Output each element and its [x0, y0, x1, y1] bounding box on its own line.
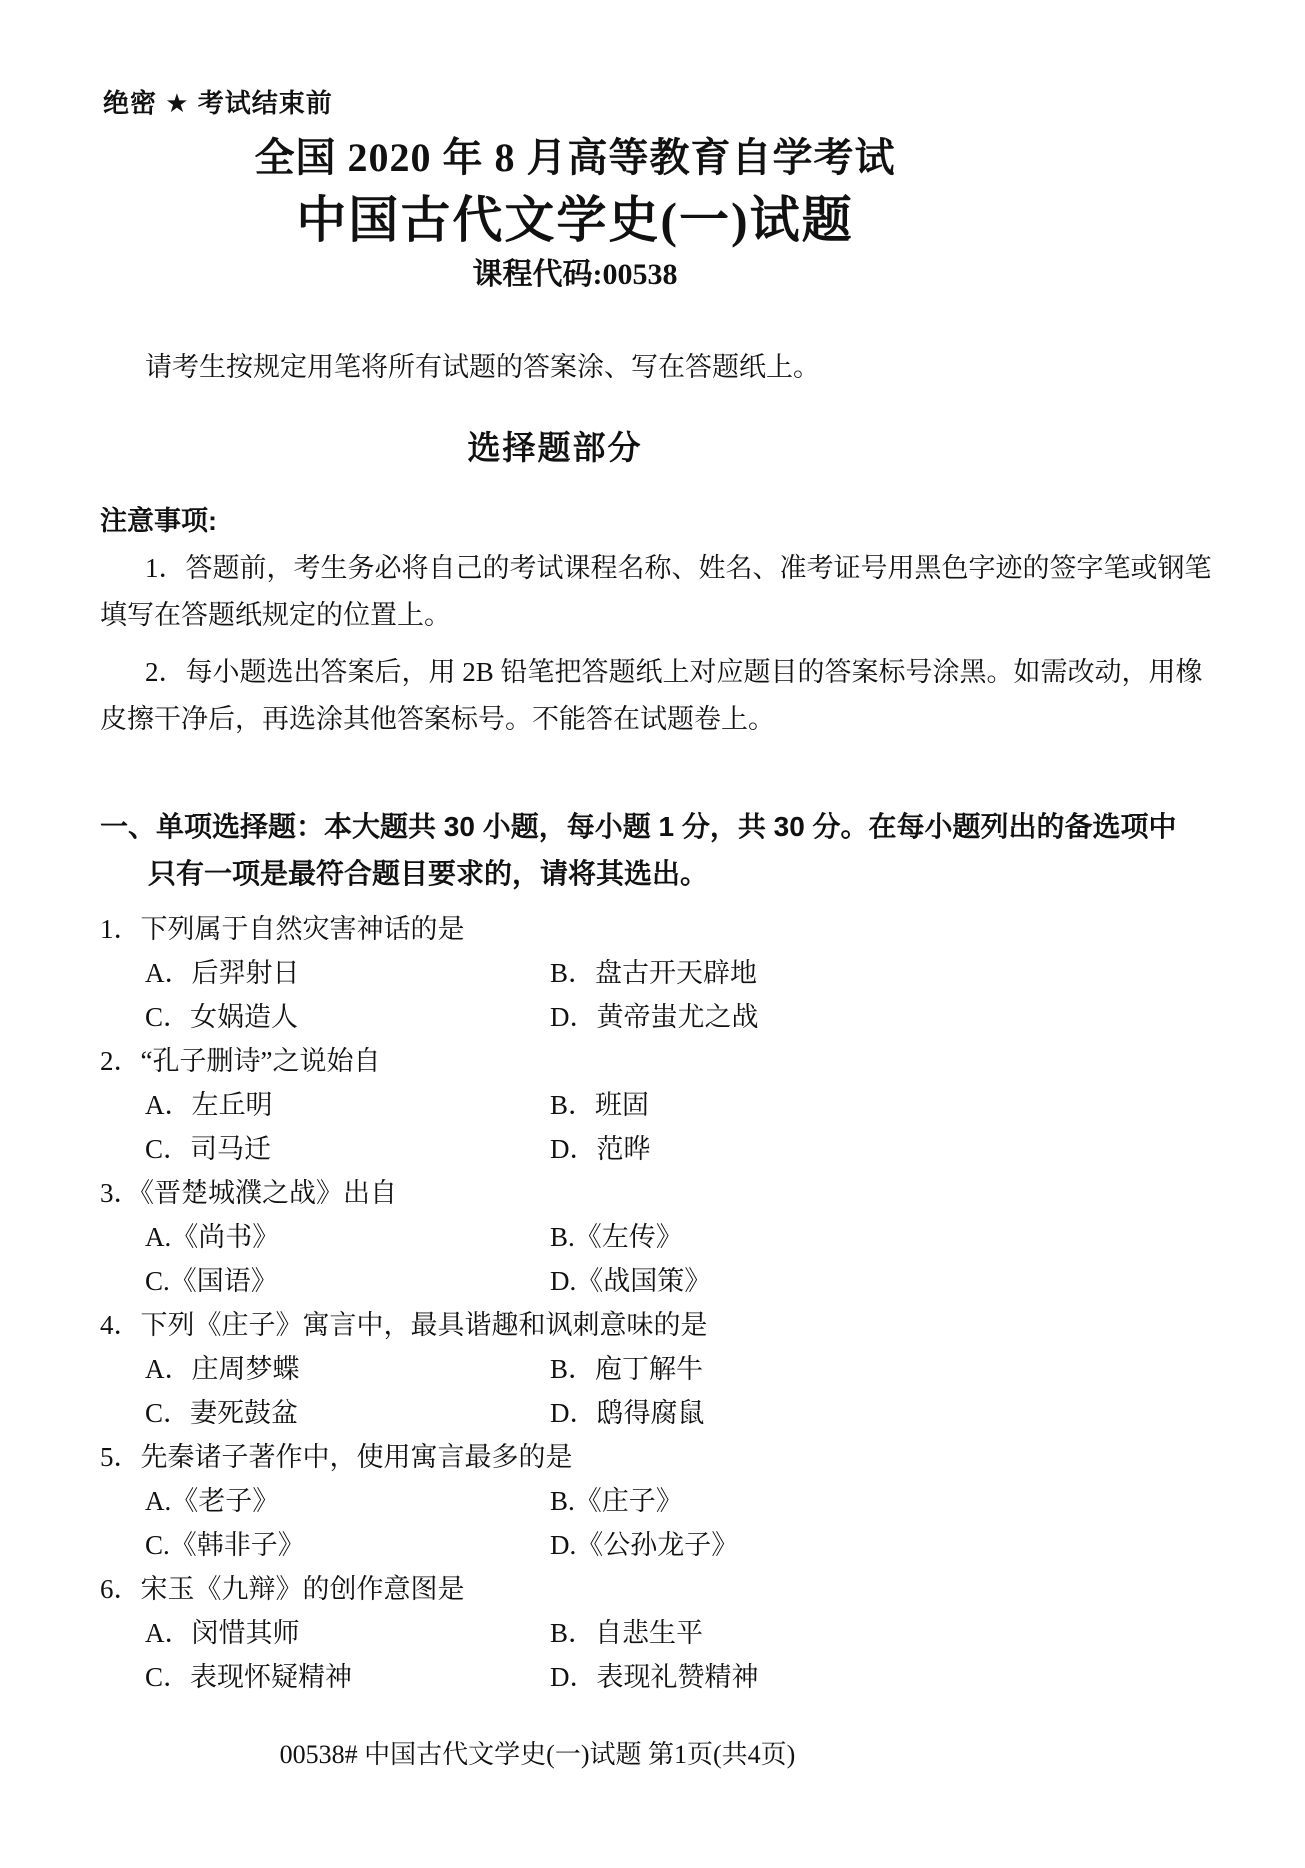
option-d: D．黄帝蚩尤之战 — [550, 1002, 759, 1032]
question-number: 1． — [100, 914, 141, 944]
question-number: 2． — [100, 1046, 141, 1076]
page-footer: 00538# 中国古代文学史(一)试题 第1页(共4页) — [279, 1740, 796, 1769]
option-c: C．女娲造人 — [145, 1002, 299, 1032]
question-stem: 《晋楚城濮之战》出自 — [140, 1178, 397, 1208]
part-heading: 选择题部分 — [467, 429, 643, 466]
question-4-options-ab — [100, 1347, 1305, 1391]
option-c: C．妻死鼓盆 — [145, 1398, 299, 1428]
option-c: C．司马迁 — [145, 1134, 272, 1164]
question-3-stem-row — [100, 1171, 1305, 1215]
option-b: B.《庄子》 — [550, 1486, 683, 1516]
question-2-options-ab — [100, 1083, 1305, 1127]
option-a: A．庄周梦蝶 — [145, 1354, 300, 1384]
question-2-stem-row — [100, 1039, 1305, 1083]
question-number: 4． — [100, 1310, 141, 1340]
question-4-options-cd — [100, 1391, 1305, 1435]
question-number: 6． — [100, 1574, 141, 1604]
option-b: B．庖丁解牛 — [550, 1354, 704, 1384]
notice-1-line-2: 填写在答题纸规定的位置上。 — [100, 600, 451, 630]
question-stem: “孔子删诗”之说始自 — [140, 1046, 381, 1076]
section-heading-line-1: 一、单项选择题：本大题共 30 小题，每小题 1 分，共 30 分。在每小题列出的备选项中 — [100, 811, 1177, 842]
section-heading — [100, 803, 1245, 897]
question-4-stem-row — [100, 1303, 1305, 1347]
option-b: B．盘古开天辟地 — [550, 958, 758, 988]
question-1-options-cd — [100, 995, 1305, 1039]
question-5-stem-row — [100, 1435, 1305, 1479]
question-5-options-cd — [100, 1523, 1305, 1567]
question-stem: 下列属于自然灾害神话的是 — [140, 914, 465, 944]
question-1-stem-row — [100, 907, 1305, 951]
question-5 — [100, 1435, 1305, 1567]
option-d: D.《战国策》 — [550, 1266, 712, 1296]
paper-title: 中国古代文学史(一)试题 — [296, 192, 854, 248]
question-number: 3． — [100, 1178, 141, 1208]
notice-1-line-1: 1．答题前，考生务必将自己的考试课程名称、姓名、准考证号用黑色字迹的签字笔或钢笔 — [145, 553, 1212, 583]
instruction-note: 请考生按规定用笔将所有试题的答案涂、写在答题纸上。 — [145, 352, 820, 382]
option-b: B．自悲生平 — [550, 1618, 704, 1648]
question-1-options-ab — [100, 951, 1305, 995]
section-heading-line-2: 只有一项是最符合题目要求的，请将其选出。 — [148, 858, 709, 889]
option-a: A．闵惜其师 — [145, 1618, 300, 1648]
question-2 — [100, 1039, 1305, 1171]
question-6-options-cd — [100, 1655, 1305, 1699]
option-c: C.《韩非子》 — [145, 1530, 305, 1560]
title-block — [0, 130, 1150, 296]
option-a: A.《老子》 — [145, 1486, 280, 1516]
notice-2-line-2: 皮擦干净后，再选涂其他答案标号。不能答在试题卷上。 — [100, 704, 775, 734]
question-3-options-ab — [100, 1215, 1305, 1259]
question-1 — [100, 907, 1305, 1039]
question-stem: 宋玉《九辩》的创作意图是 — [140, 1574, 465, 1604]
option-d: D.《公孙龙子》 — [550, 1530, 739, 1560]
question-2-options-cd — [100, 1127, 1305, 1171]
notice-heading: 注意事项: — [100, 506, 217, 536]
option-a: A．左丘明 — [145, 1090, 273, 1120]
question-6-stem-row — [100, 1567, 1305, 1611]
option-b: B.《左传》 — [550, 1222, 683, 1252]
option-a: A.《尚书》 — [145, 1222, 280, 1252]
course-code: 课程代码:00538 — [472, 258, 678, 291]
question-4 — [100, 1303, 1305, 1435]
question-number: 5． — [100, 1442, 141, 1472]
part-title-wrap — [0, 425, 1110, 470]
question-3 — [100, 1171, 1305, 1303]
option-d: D．鸱得腐鼠 — [550, 1398, 705, 1428]
exam-title: 全国 2020 年 8 月高等教育自学考试 — [254, 135, 896, 180]
question-list — [100, 907, 1305, 1699]
classification-label: 绝密 ★ 考试结束前 — [103, 88, 333, 118]
footer-wrap — [0, 1737, 1075, 1773]
question-3-options-cd — [100, 1259, 1305, 1303]
question-stem: 先秦诸子著作中，使用寓言最多的是 — [140, 1442, 573, 1472]
notice-2-line-1: 2．每小题选出答案后，用 2B 铅笔把答题纸上对应题目的答案标号涂黑。如需改动，用橡 — [145, 657, 1203, 687]
notice-item-1 — [100, 545, 1235, 639]
question-5-options-ab — [100, 1479, 1305, 1523]
option-c: C．表现怀疑精神 — [145, 1662, 353, 1692]
notice-item-2 — [100, 649, 1235, 743]
question-stem: 下列《庄子》寓言中，最具谐趣和讽刺意味的是 — [140, 1310, 708, 1340]
question-6-options-ab — [100, 1611, 1305, 1655]
option-a: A．后羿射日 — [145, 958, 300, 988]
option-d: D．范晔 — [550, 1134, 651, 1164]
question-6 — [100, 1567, 1305, 1699]
option-c: C.《国语》 — [145, 1266, 278, 1296]
option-d: D．表现礼赞精神 — [550, 1662, 759, 1692]
option-b: B．班固 — [550, 1090, 650, 1120]
